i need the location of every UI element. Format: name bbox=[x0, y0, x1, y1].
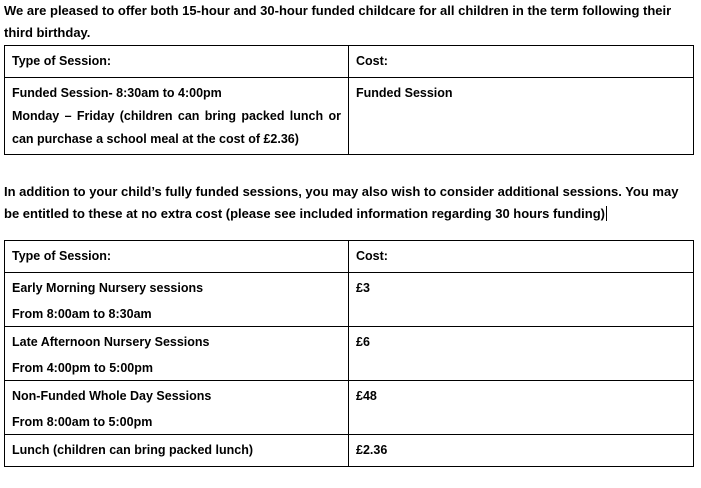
session-cost: £6 bbox=[349, 327, 694, 381]
funded-session-hours: Funded Session- 8:30am to 4:00pm bbox=[12, 86, 222, 100]
table-row bbox=[5, 273, 694, 327]
session-time: From 4:00pm to 5:00pm bbox=[12, 361, 154, 375]
table-row bbox=[5, 78, 694, 155]
session-name: Non-Funded Whole Day Sessions bbox=[12, 389, 212, 403]
table-row bbox=[5, 327, 694, 381]
session-time: From 8:00am to 8:30am bbox=[12, 307, 152, 321]
funded-session-table bbox=[4, 45, 694, 155]
session-time: From 8:00am to 5:00pm bbox=[12, 415, 153, 429]
header-type-of-session: Type of Session: bbox=[5, 241, 349, 273]
table-header-row bbox=[5, 46, 694, 78]
session-cell bbox=[5, 327, 349, 381]
additional-sessions-paragraph: In addition to your child’s fully funded sessions, you may also wish to consider additional sessions. You may be entitled to these at no extra cost (please see included information regarding 30 hours funding) bbox=[4, 184, 679, 221]
funded-session-description bbox=[5, 78, 349, 155]
session-name: Early Morning Nursery sessions bbox=[12, 281, 204, 295]
header-cost: Cost: bbox=[349, 46, 694, 78]
funded-session-cost: Funded Session bbox=[349, 78, 694, 155]
intro-paragraph: We are pleased to offer both 15-hour and 30-hour funded childcare for all children in the term following their third birthday. bbox=[4, 3, 672, 40]
session-cell bbox=[5, 381, 349, 435]
session-cost: £48 bbox=[349, 381, 694, 435]
session-cell bbox=[5, 273, 349, 327]
funded-session-days: Monday – Friday (children can bring packed lunch or can purchase a school meal at the cost of £2.36) bbox=[12, 109, 341, 146]
table-row bbox=[5, 381, 694, 435]
additional-sessions-table bbox=[4, 240, 694, 467]
session-cost: £3 bbox=[349, 273, 694, 327]
header-cost: Cost: bbox=[349, 241, 694, 273]
lunch-cost: £2.36 bbox=[349, 435, 694, 467]
text-cursor bbox=[606, 206, 607, 221]
session-name: Late Afternoon Nursery Sessions bbox=[12, 335, 210, 349]
table-header-row bbox=[5, 241, 694, 273]
header-type-of-session: Type of Session: bbox=[5, 46, 349, 78]
lunch-name: Lunch (children can bring packed lunch) bbox=[5, 435, 349, 467]
table-row bbox=[5, 435, 694, 467]
